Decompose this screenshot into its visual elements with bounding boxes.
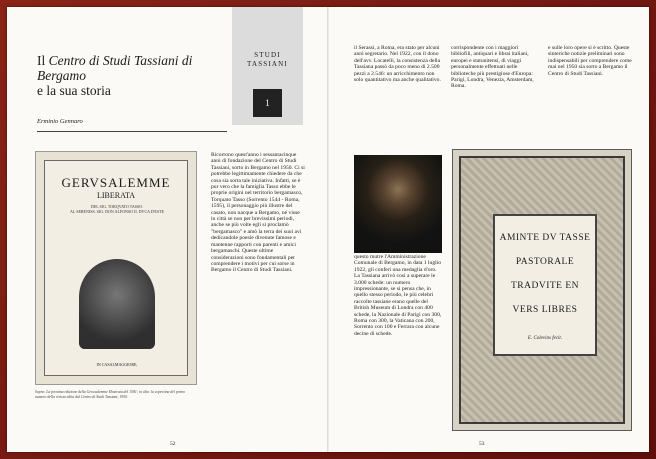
plate-line-3: TRADVITE EN: [510, 281, 580, 291]
page-number-right: 53: [479, 441, 485, 447]
right-column-1: il Serassi, a Roma, era stato per alcuni anni segretario. Nel 1922, con il dono dell'avv. Locatelli, la consistenza della Tassiana passò da poco meno di 2.500 pezzi a 2.546: un arricchimento non solo quantitativo ma anche qualitativo.: [354, 45, 441, 84]
frontispiece-publisher: IN CASALMAGGIORE,: [96, 362, 138, 367]
frontispiece-frame: [44, 160, 188, 376]
plate-line-2: PASTORALE: [515, 257, 575, 267]
right-column-4: questo mutre l'Amministrazione Comunale di Bergamo, in data 1 luglio 1922, gli conferì una medaglia d'oro. La Tassiana arrivò così a superare le 3.000 schede: un numero impressionante, se si pensa che, in quello stesso periodo, le più celebri raccolte tassiane erano quelle del British Museum di Londra con 400 schede, la Nazionale di Parigi con 300, Roma con 300, la Vaticana con 200, Sorrento con 100 e Ferrara con alcune decine di schede.: [354, 254, 442, 337]
author-name: Erminio Gennaro: [37, 118, 83, 125]
frontispiece-dedication: AL SERENISS. SIG. DON ALFONSO II. DVCA D'ESTE: [70, 209, 164, 214]
title-prefix: Il: [37, 53, 46, 68]
frontispiece-subtitle: LIBERATA: [96, 191, 136, 200]
left-page: [7, 7, 327, 452]
journal-issue-number: 1: [253, 89, 282, 117]
book-frontispiece-image: [35, 151, 197, 385]
title-italic: Centro di Studi Tassiani di Bergamo: [37, 53, 193, 83]
page-number-left: 52: [170, 441, 176, 447]
right-page: [329, 7, 649, 452]
journal-cover-title: [232, 51, 303, 69]
image-caption: Sopra: La prosima edizione della Gerusalemme Mostrata del 1581; in alto: la copertina del primo numero della rivista edita dal Centro di Studi Tassiani, 1950.: [35, 390, 186, 399]
title-rest: e la sua storia: [37, 83, 111, 98]
frontispiece-author: DEL SIG. TORQVATO TASSO.: [90, 204, 144, 209]
engraved-title-plate-image: [452, 149, 632, 431]
plate-line-4: VERS LIBRES: [512, 305, 578, 315]
portrait-image: [354, 155, 442, 253]
frontispiece-emblem-illustration: [79, 259, 155, 349]
plate-line-1: AMINTE DV TASSE: [499, 233, 591, 243]
plate-title-frame: [493, 214, 597, 356]
journal-cover-line2: TASSIANI: [247, 60, 288, 68]
plate-signature: E. Colevins fecit.: [527, 336, 563, 341]
magazine-spread: [7, 7, 649, 452]
right-column-3: e sulle loro opere si è scritto. Queste sinteriche notizie preliminari sono indispensabili per comprendere come mai nel 1950 sia sorto a Bergamo il Centro di Studi Tassiani.: [548, 45, 632, 77]
journal-cover-tab: [232, 7, 303, 125]
left-body-column: Ricorrono quest'anno i sessantacinque anni di fondazione del Centro di Studi Tassiani, sorto in Bergamo nel 1950. Ci si potrebbe legittimamente chiedere da che cosa sia sorta tale iniziativa. Infatti, se è pur vero che la famiglia Tasso ebbe le proprie origini nel territorio bergamasco, Torquato Tasso (Sorrento 1544 - Roma, 1595), il personaggio più illustre del casato, non nacque a Bergamo, né visse in città se non per brevissimi periodi, anche se più volte egli si proclamò "bergamasco" e amò la terra dei suoi avi dedicandole poesie divenute famose e mantenne rapporti con parenti e amici bergamaschi. Queste ultime considerazioni sono fondamentali per comprendere i motivi per cui sorse in Bergamo il Centro di Studi Tassiani.: [211, 152, 305, 274]
journal-cover-line1: STUDI: [254, 51, 281, 59]
article-title: [37, 53, 227, 98]
right-column-2: corrispondente con i maggiori bibliofili, antiquari e librai italiani, europei e statunitensi, di viaggi personalmente effettuati nelle biblioteche più prestigiose d'Europa: Parigi, Londra, Venezia, Amsterdam, Roma.: [451, 45, 534, 90]
frontispiece-title: GERVSALEMME: [61, 175, 171, 190]
frontispiece-author-line: [53, 204, 181, 214]
title-rule: [37, 131, 227, 132]
